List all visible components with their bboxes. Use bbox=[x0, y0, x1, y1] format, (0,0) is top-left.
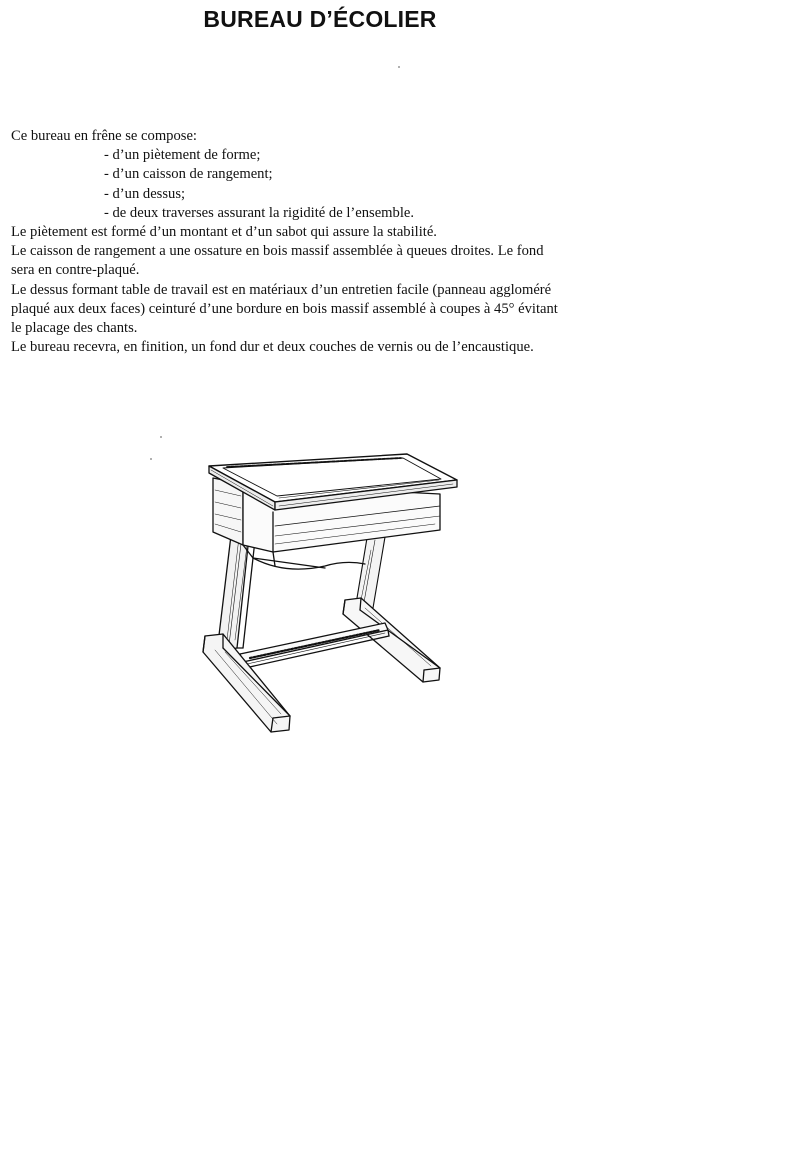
component-item: - de deux traverses assurant la rigidité de l’ensemble. bbox=[104, 204, 415, 221]
paragraph-line: plaqué aux deux faces) ceinturé d’une bordure en bois massif assemblé à coupes à 45° évitant bbox=[11, 300, 558, 317]
intro-line: Ce bureau en frêne se compose: bbox=[11, 128, 197, 144]
component-item: - d’un caisson de rangement; bbox=[104, 166, 273, 183]
scan-speck bbox=[160, 436, 162, 438]
component-item: - d’un dessus; bbox=[104, 185, 186, 202]
paragraph-line: sera en contre-plaqué. bbox=[11, 262, 140, 279]
description-text bbox=[11, 127, 651, 357]
paragraph-line: Le dessus formant table de travail est en matériaux d’un entretien facile (panneau aggloméré bbox=[11, 281, 552, 298]
paragraph-line: le placage des chants. bbox=[11, 320, 138, 337]
paragraph-line: Le caisson de rangement a une ossature en bois massif assemblée à queues droites. Le fond bbox=[11, 243, 544, 260]
paragraph-line: Le bureau recevra, en finition, un fond dur et deux couches de vernis ou de l’encaustique. bbox=[11, 339, 534, 356]
stretcher bbox=[240, 623, 389, 668]
scan-speck bbox=[150, 458, 152, 460]
scan-speck bbox=[398, 66, 400, 68]
desk-illustration bbox=[195, 440, 465, 740]
component-item: - d’un piètement de forme; bbox=[104, 147, 261, 164]
back-foot bbox=[343, 598, 440, 682]
paragraph-line: Le piètement est formé d’un montant et d’un sabot qui assure la stabilité. bbox=[11, 224, 437, 241]
document-title: BUREAU D’ÉCOLIER bbox=[203, 6, 437, 32]
